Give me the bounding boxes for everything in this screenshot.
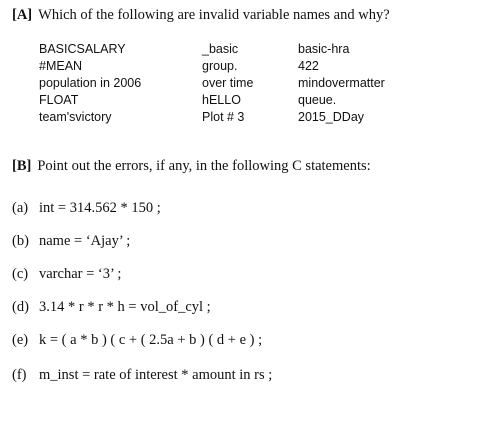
variable-name: 2015_DDay [298,110,365,124]
statement-text: name = ‘Ajay’ ; [39,233,131,249]
variable-name: 422 [298,59,319,73]
statement-text: varchar = ‘3’ ; [39,266,122,282]
statement-label: (b) [12,233,29,249]
statement-c [12,266,472,286]
section-b-label: [B] [12,158,32,174]
statement-text: k = ( a * b ) ( c + ( 2.5a + b ) ( d + e ) ; [39,332,263,348]
statement-label: (f) [12,367,27,383]
variable-name: basic-hra [298,42,350,56]
variable-name: hELLO [202,93,241,107]
variable-name: Plot # 3 [202,110,245,124]
statement-label: (c) [12,266,29,282]
variable-name: group. [202,59,238,73]
statement-text: m_inst = rate of interest * amount in rs ; [39,367,273,383]
statement-label: (a) [12,200,29,216]
variable-name: BASICSALARY [39,42,126,56]
variable-name: _basic [202,42,239,56]
variable-name: FLOAT [39,93,79,107]
statement-b [12,233,472,253]
section-a-heading [12,7,390,24]
variable-name: #MEAN [39,59,83,73]
statement-text: int = 314.562 * 150 ; [39,200,161,216]
statement-d [12,299,472,319]
statement-label: (d) [12,299,29,315]
variable-name: queue. [298,93,337,107]
variable-name: over time [202,76,254,90]
section-b-heading [12,158,371,175]
variable-name: mindovermatter [298,76,385,90]
section-b-question: Point out the errors, if any, in the following C statements: [37,158,371,174]
variable-column-1 [39,41,141,126]
statement-f [12,367,472,387]
statement-label: (e) [12,332,29,348]
section-a-question: Which of the following are invalid variable names and why? [38,7,390,23]
variable-name: population in 2006 [39,76,142,90]
variable-name: team'svictory [39,110,112,124]
statement-a [12,200,472,220]
statement-e [12,332,472,352]
variable-column-2 [202,41,253,126]
variable-column-3 [298,41,385,126]
statement-text: 3.14 * r * r * h = vol_of_cyl ; [39,299,211,315]
section-a-label: [A] [12,7,33,23]
